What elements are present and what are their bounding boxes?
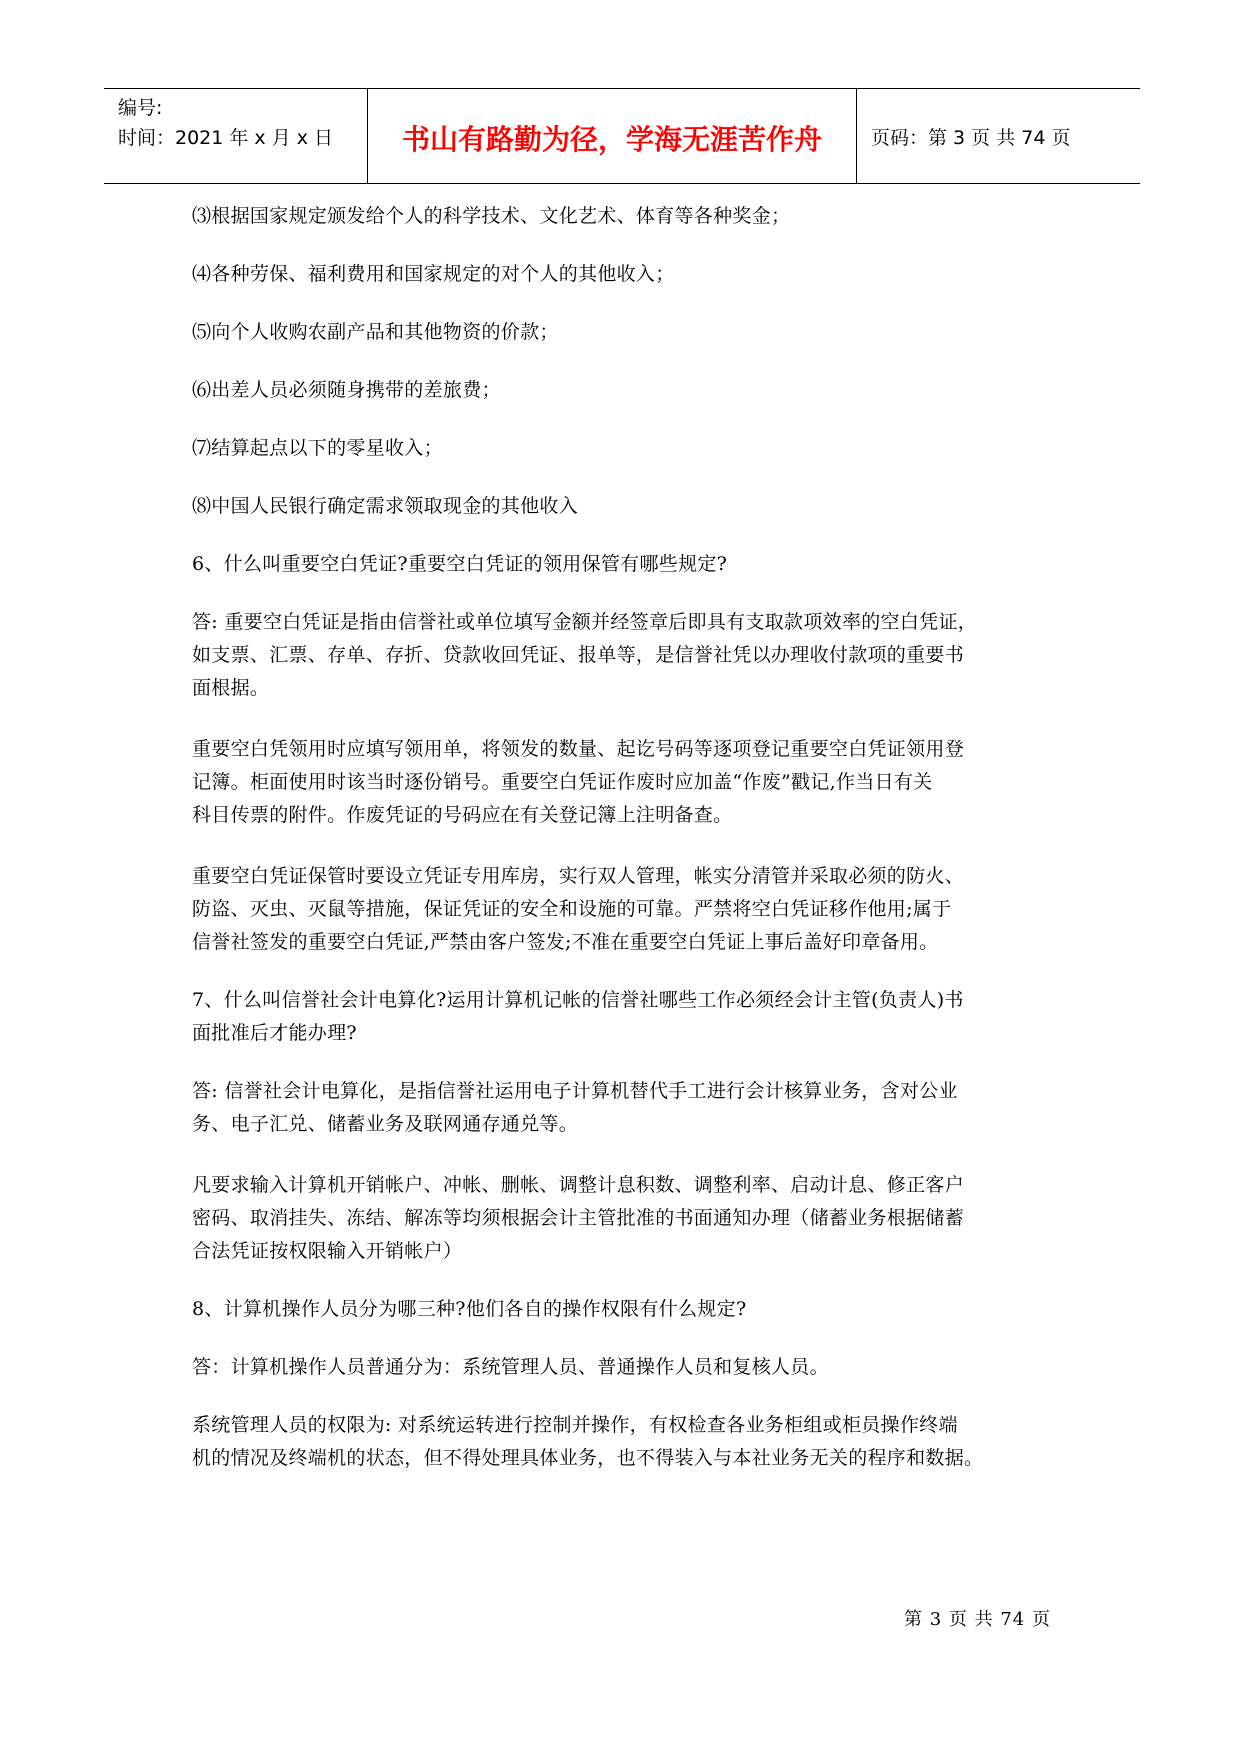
header-motto-cell — [368, 89, 857, 183]
page-footer: 第 3 页 共 74 页 — [904, 1609, 1051, 1630]
question-heading: 8、计算机操作人员分为哪三种?他们各自的操作权限有什么规定? — [192, 1298, 747, 1320]
paragraph: 重要空白凭证保管时要设立凭证专用库房，实行双人管理，帐实分清管并采取必须的防火、 防盗、灭虫、灭鼠等措施，保证凭证的安全和设施的可靠。严禁将空白凭证移作他用;属于 信誉社签发的重要空白凭证,严禁由客户签发;不准在重要空白凭证上事后盖好印章备用。 — [192, 865, 965, 953]
answer-paragraph: 答: 信誉社会计电算化，是指信誉社运用电子计算机替代手工进行会计核算业务，含对公业 务、电子汇兑、储蓄业务及联网通存通兑等。 — [192, 1080, 958, 1135]
paragraph: 系统管理人员的权限为: 对系统运转进行控制并操作，有权检查各业务柜组或柜员操作终端 机的情况及终端机的状态，但不得处理具体业务，也不得装入与本社业务无关的程序和数据。 — [192, 1414, 984, 1469]
page-header — [104, 88, 1140, 184]
header-meta-cell — [104, 89, 368, 183]
paragraph: ⑺结算起点以下的零星收入； — [192, 437, 443, 459]
answer-paragraph: 答：计算机操作人员普通分为：系统管理人员、普通操作人员和复核人员。 — [192, 1356, 829, 1378]
question-heading: 7、什么叫信誉社会计电算化?运用计算机记帐的信誉社哪些工作必须经会计主管(负责人)书 面批准后才能办理? — [192, 989, 964, 1044]
paragraph: ⑸向个人收购农副产品和其他物资的价款； — [192, 321, 559, 343]
document-number-label: 编号: — [118, 97, 163, 119]
document-body — [192, 200, 1062, 1475]
paragraph: 重要空白凭领用时应填写领用单，将领发的数量、起讫号码等逐项登记重要空白凭证领用登 记簿。柜面使用时该当时逐份销号。重要空白凭证作废时应加盖“作废”戳记,作当日有关 科目传票的附件。作废凭证的号码应在有关登记簿上注明备查。 — [192, 738, 965, 826]
header-page-label: 页码：第 3 页 共 74 页 — [871, 126, 1071, 149]
question-heading: 6、什么叫重要空白凭证?重要空白凭证的领用保管有哪些规定? — [192, 553, 728, 575]
answer-paragraph: 答: 重要空白凭证是指由信誉社或单位填写金额并经签章后即具有支取款项效率的空白凭证， 如支票、汇票、存单、存折、贷款收回凭证、报单等，是信誉社凭以办理收付款项的重要书 面根据。 — [192, 611, 978, 699]
header-page-cell — [857, 89, 1140, 183]
paragraph: ⑻中国人民银行确定需求领取现金的其他收入 — [192, 495, 579, 517]
document-time-label: 时间：2021 年 x 月 x 日 — [118, 127, 334, 149]
paragraph: 凡要求输入计算机开销帐户、冲帐、删帐、调整计息积数、调整利率、启动计息、修正客户 密码、取消挂失、冻结、解冻等均须根据会计主管批准的书面通知办理（储蓄业务根据储蓄 合法凭证按权限输入开销帐户） — [192, 1174, 965, 1262]
paragraph: ⑶根据国家规定颁发给个人的科学技术、文化艺术、体育等各种奖金； — [192, 205, 791, 227]
paragraph: ⑹出差人员必须随身携带的差旅费； — [192, 379, 501, 401]
header-motto: 书山有路勤为径，学海无涯苦作舟 — [401, 123, 822, 156]
paragraph: ⑷各种劳保、福利费用和国家规定的对个人的其他收入； — [192, 263, 675, 285]
